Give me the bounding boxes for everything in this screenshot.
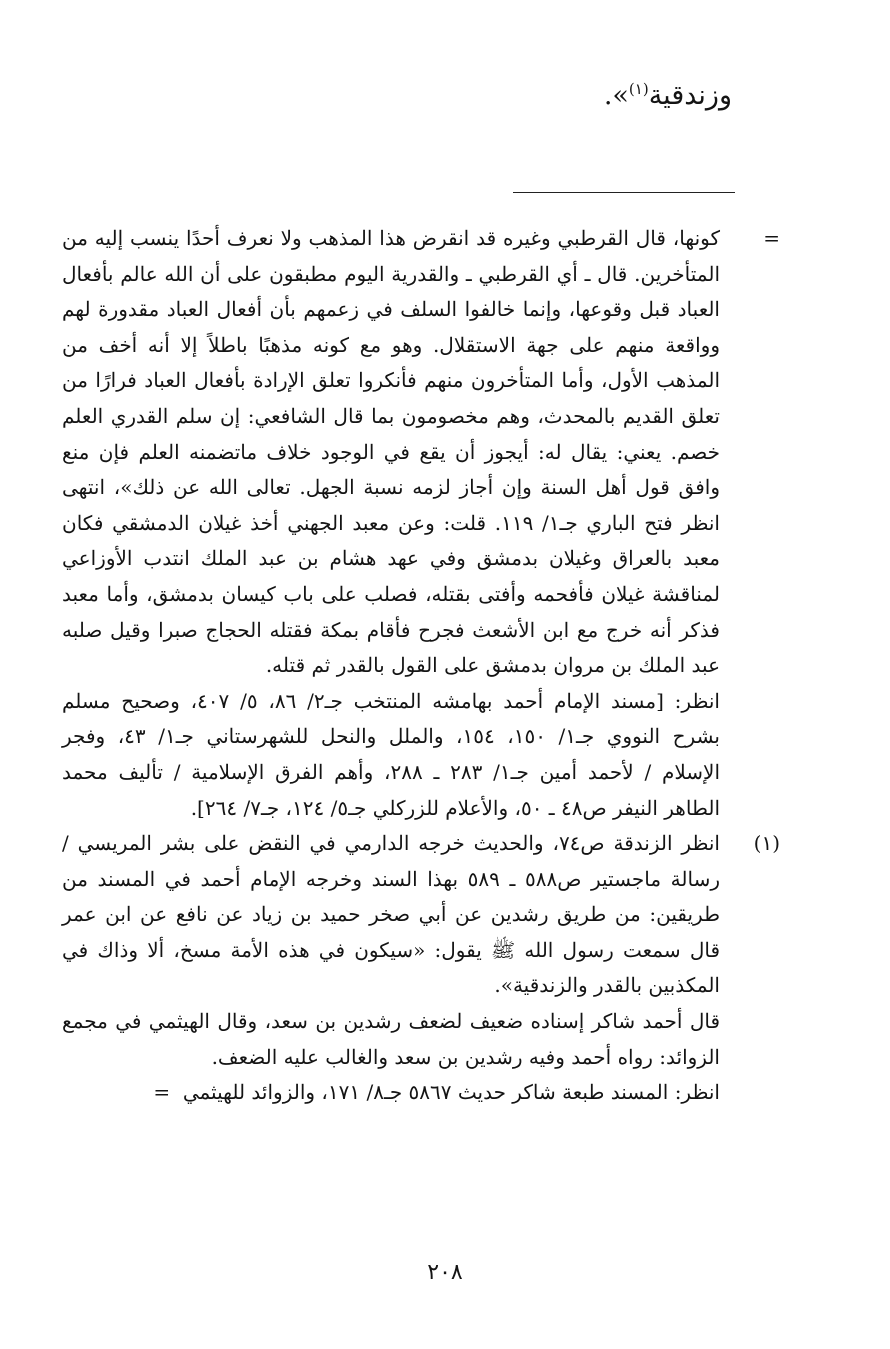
footnote-last-line-text: انظر: المسند طبعة شاكر حديث ٥٨٦٧ جـ٨/ ١٧١، والزوائد للهيثمي <box>182 1080 720 1105</box>
footnote-paragraph: قال أحمد شاكر إسناده ضعيف لضعف رشدين بن سعد، وقال الهيثمي في مجمع الزوائد: رواه أحمد وفيه رشدين بن سعد والغالب عليه الضعف. <box>62 1009 720 1069</box>
footnote-paragraph: كونها، قال القرطبي وغيره قد انقرض هذا المذهب ولا نعرف أحدًا ينسب إليه من المتأخرين. قال ـ أي القرطبي ـ والقدرية اليوم مطبقون على أن الله عالم بأفعال العباد قبل وقوعها، وإنما خالفوا السلف في زعمهم بأن أفعال العباد مقدورة لهم وواقعة منهم على جهة الاستقلال. وهو مع كونه مذهبًا باطلاً إلا أنه أخف من المذهب الأول، وأما المتأخرون منهم فأنكروا تعلق الإرادة بأفعال العباد فرارًا من تعلق القديم بالمحدث، وهم مخصومون بما قال الشافعي: إن سلم القدري العلم خصم. يعني: يقال له: أيجوز أن يقع في الوجود خلاف ماتضمنه العلم فإن منع وافق قول أهل السنة وإن أجاز لزمه نسبة الجهل. تعالى الله عن ذلك»، انتهى انظر فتح الباري جـ١/ ١١٩. قلت: وعن معبد الجهني أخذ غيلان الدمشقي فكان معبد بالعراق وغيلان بدمشق وفي عهد هشام بن عبد الملك انتدب الأوزاعي لمناقشة غيلان فأفحمه وأفتى بقتله، فصلب على باب كيسان بدمشق، وأما معبد فذكر أنه خرج مع ابن الأشعث فجرح فأقام بمكة فقتله الحجاج صبرا وقيل صلبه عبد الملك بن مروان بدمشق على القول بالقدر ثم قتله. <box>62 226 720 678</box>
footnote-last-line <box>62 1075 720 1111</box>
footnote-1 <box>62 826 782 1111</box>
footnote-paragraph: انظر: [مسند الإمام أحمد بهامشه المنتخب جـ٢/ ٨٦، ٥/ ٤٠٧، وصحيح مسلم بشرح النووي جـ١/ ١٥٠، ١٥٤، والملل والنحل للشهرستاني جـ١/ ٤٣، وفجر الإسلام / لأحمد أمين جـ١/ ٢٨٣ ـ ٢٨٨، وأهم الفرق الإسلامية / تأليف محمد الطاهر النيفر ص٤٨ ـ ٥٠، والأعلام للزركلي جـ٥/ ١٢٤، جـ٧/ ٢٦٤]. <box>62 688 721 820</box>
continued-marker: = <box>153 1080 171 1105</box>
footnote-separator <box>513 192 735 193</box>
main-text-closing: ». <box>603 80 629 111</box>
main-text-line <box>604 78 732 113</box>
footnote-1-marker: (١) <box>753 831 780 856</box>
footnote-reference[interactable]: (١) <box>628 80 649 98</box>
footnote-continuation <box>62 221 782 826</box>
page-number: ٢٠٨ <box>427 1260 463 1285</box>
main-text-word: وزندقية <box>648 80 732 111</box>
footnote-paragraph: انظر الزندقة ص٧٤، والحديث خرجه الدارمي في النقض على بشر المريسي / رسالة ماجستير ص٥٨٨ ـ ٥٨٩ بهذا السند وخرجه الإمام أحمد في المسند من طريقين: من طريق رشدين عن أبي صخر حميد بن زياد عن نافع عن ابن عمر قال سمعت رسول الله ﷺ يقول: «سيكون في هذه الأمة مسخ، ألا وذاك في المكذبين بالقدر والزندقية». <box>62 831 720 998</box>
footnotes-area <box>62 221 782 1111</box>
continuation-marker: = <box>763 226 780 250</box>
